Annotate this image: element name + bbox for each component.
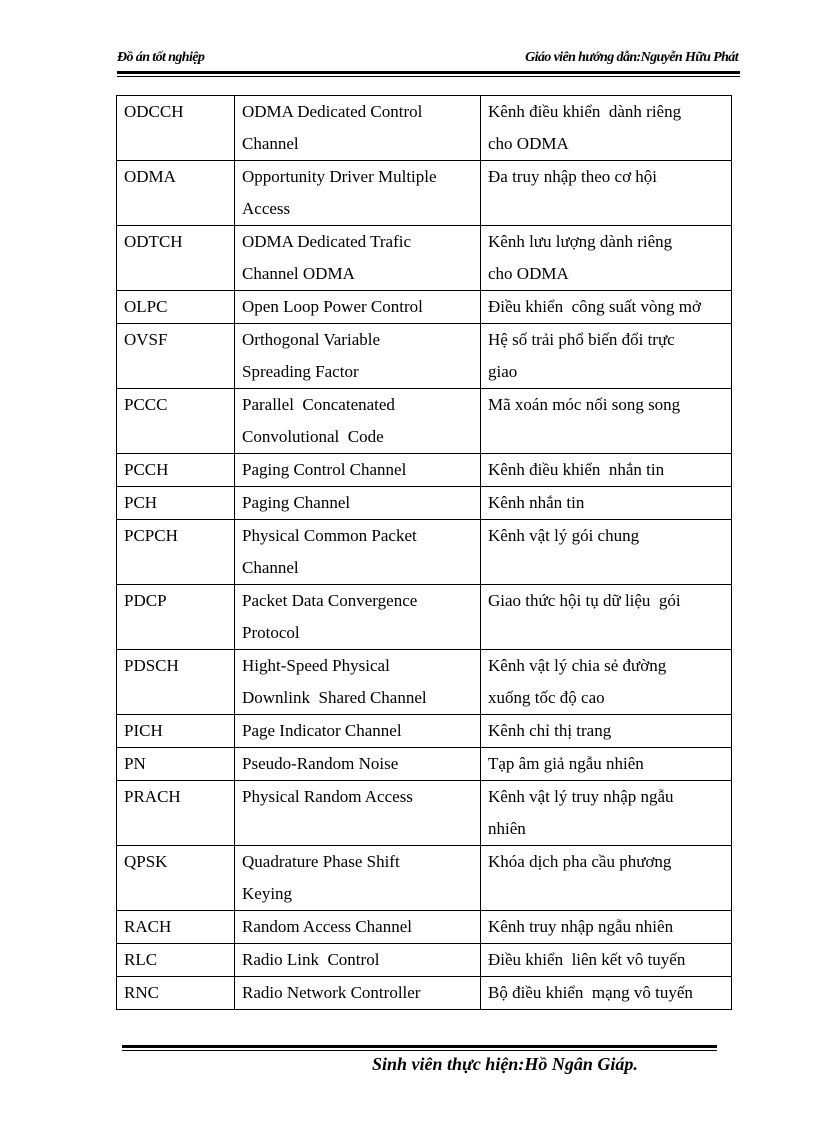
english-term-cell: Paging Channel <box>235 487 481 520</box>
header-thesis-title: Đồ án tốt nghiệp <box>117 50 205 65</box>
vietnamese-term-cell: Mã xoán móc nối song song <box>481 389 732 454</box>
abbreviation-table-body <box>117 96 732 1010</box>
table-row <box>117 226 732 291</box>
vietnamese-term-cell: Điều khiển liên kết vô tuyến <box>481 944 732 977</box>
header-supervisor: Giáo viên hướng dẫn:Nguyễn Hữu Phát <box>525 50 738 65</box>
footer-rule-thick <box>122 1045 717 1048</box>
vietnamese-term-cell: Kênh vật lý gói chung <box>481 520 732 585</box>
abbreviation-cell: PCCH <box>117 454 235 487</box>
header-rule-thick <box>117 71 740 74</box>
english-term-cell: Random Access Channel <box>235 911 481 944</box>
table-row <box>117 650 732 715</box>
abbreviation-cell: PN <box>117 748 235 781</box>
vietnamese-term-cell: Tạp âm giả ngẫu nhiên <box>481 748 732 781</box>
vietnamese-term-cell: Khóa dịch pha cầu phương <box>481 846 732 911</box>
vietnamese-term-cell: Kênh nhắn tin <box>481 487 732 520</box>
table-row <box>117 324 732 389</box>
english-term-cell: ODMA Dedicated Trafic Channel ODMA <box>235 226 481 291</box>
vietnamese-term-cell: Kênh điều khiển dành riêng cho ODMA <box>481 96 732 161</box>
table-row <box>117 911 732 944</box>
vietnamese-term-cell: Kênh chỉ thị trang <box>481 715 732 748</box>
vietnamese-term-cell: Kênh truy nhập ngẫu nhiên <box>481 911 732 944</box>
abbreviation-cell: ODMA <box>117 161 235 226</box>
english-term-cell: Orthogonal Variable Spreading Factor <box>235 324 481 389</box>
table-row <box>117 520 732 585</box>
table-row <box>117 748 732 781</box>
english-term-cell: Pseudo-Random Noise <box>235 748 481 781</box>
english-term-cell: ODMA Dedicated Control Channel <box>235 96 481 161</box>
vietnamese-term-cell: Đa truy nhập theo cơ hội <box>481 161 732 226</box>
table-row <box>117 977 732 1010</box>
header-rule-thin <box>117 76 740 77</box>
vietnamese-term-cell: Kênh vật lý chia sẻ đường xuống tốc độ cao <box>481 650 732 715</box>
english-term-cell: Page Indicator Channel <box>235 715 481 748</box>
abbreviation-cell: PDSCH <box>117 650 235 715</box>
abbreviation-cell: PRACH <box>117 781 235 846</box>
vietnamese-term-cell: Kênh lưu lượng dành riêng cho ODMA <box>481 226 732 291</box>
vietnamese-term-cell: Hệ số trải phổ biến đổi trực giao <box>481 324 732 389</box>
table-row <box>117 454 732 487</box>
vietnamese-term-cell: Bộ điều khiển mạng vô tuyến <box>481 977 732 1010</box>
english-term-cell: Physical Common Packet Channel <box>235 520 481 585</box>
vietnamese-term-cell: Giao thức hội tụ dữ liệu gói <box>481 585 732 650</box>
english-term-cell: Radio Link Control <box>235 944 481 977</box>
abbreviation-cell: RACH <box>117 911 235 944</box>
english-term-cell: Parallel Concatenated Convolutional Code <box>235 389 481 454</box>
footer-rule-thin <box>122 1050 717 1051</box>
english-term-cell: Open Loop Power Control <box>235 291 481 324</box>
abbreviation-cell: ODTCH <box>117 226 235 291</box>
footer-student: Sinh viên thực hiện:Hồ Ngân Giáp. <box>372 1054 638 1074</box>
abbreviation-cell: PCCC <box>117 389 235 454</box>
english-term-cell: Physical Random Access <box>235 781 481 846</box>
abbreviation-cell: PCPCH <box>117 520 235 585</box>
abbreviation-cell: OVSF <box>117 324 235 389</box>
vietnamese-term-cell: Kênh vật lý truy nhập ngẫu nhiên <box>481 781 732 846</box>
english-term-cell: Quadrature Phase Shift Keying <box>235 846 481 911</box>
table-row <box>117 846 732 911</box>
table-row <box>117 291 732 324</box>
abbreviation-cell: PDCP <box>117 585 235 650</box>
abbreviation-cell: QPSK <box>117 846 235 911</box>
table-row <box>117 161 732 226</box>
table-row <box>117 96 732 161</box>
table-row <box>117 781 732 846</box>
vietnamese-term-cell: Kênh điều khiển nhắn tin <box>481 454 732 487</box>
english-term-cell: Radio Network Controller <box>235 977 481 1010</box>
english-term-cell: Hight-Speed Physical Downlink Shared Channel <box>235 650 481 715</box>
abbreviation-cell: PICH <box>117 715 235 748</box>
page-header <box>117 48 740 70</box>
table-row <box>117 487 732 520</box>
table-row <box>117 715 732 748</box>
abbreviation-cell: RLC <box>117 944 235 977</box>
table-row <box>117 389 732 454</box>
table-row <box>117 585 732 650</box>
english-term-cell: Opportunity Driver Multiple Access <box>235 161 481 226</box>
vietnamese-term-cell: Điều khiển công suất vòng mở <box>481 291 732 324</box>
abbreviation-cell: RNC <box>117 977 235 1010</box>
table-row <box>117 944 732 977</box>
abbreviation-table <box>116 95 732 1010</box>
abbreviation-cell: OLPC <box>117 291 235 324</box>
abbreviation-cell: ODCCH <box>117 96 235 161</box>
english-term-cell: Paging Control Channel <box>235 454 481 487</box>
abbreviation-cell: PCH <box>117 487 235 520</box>
english-term-cell: Packet Data Convergence Protocol <box>235 585 481 650</box>
